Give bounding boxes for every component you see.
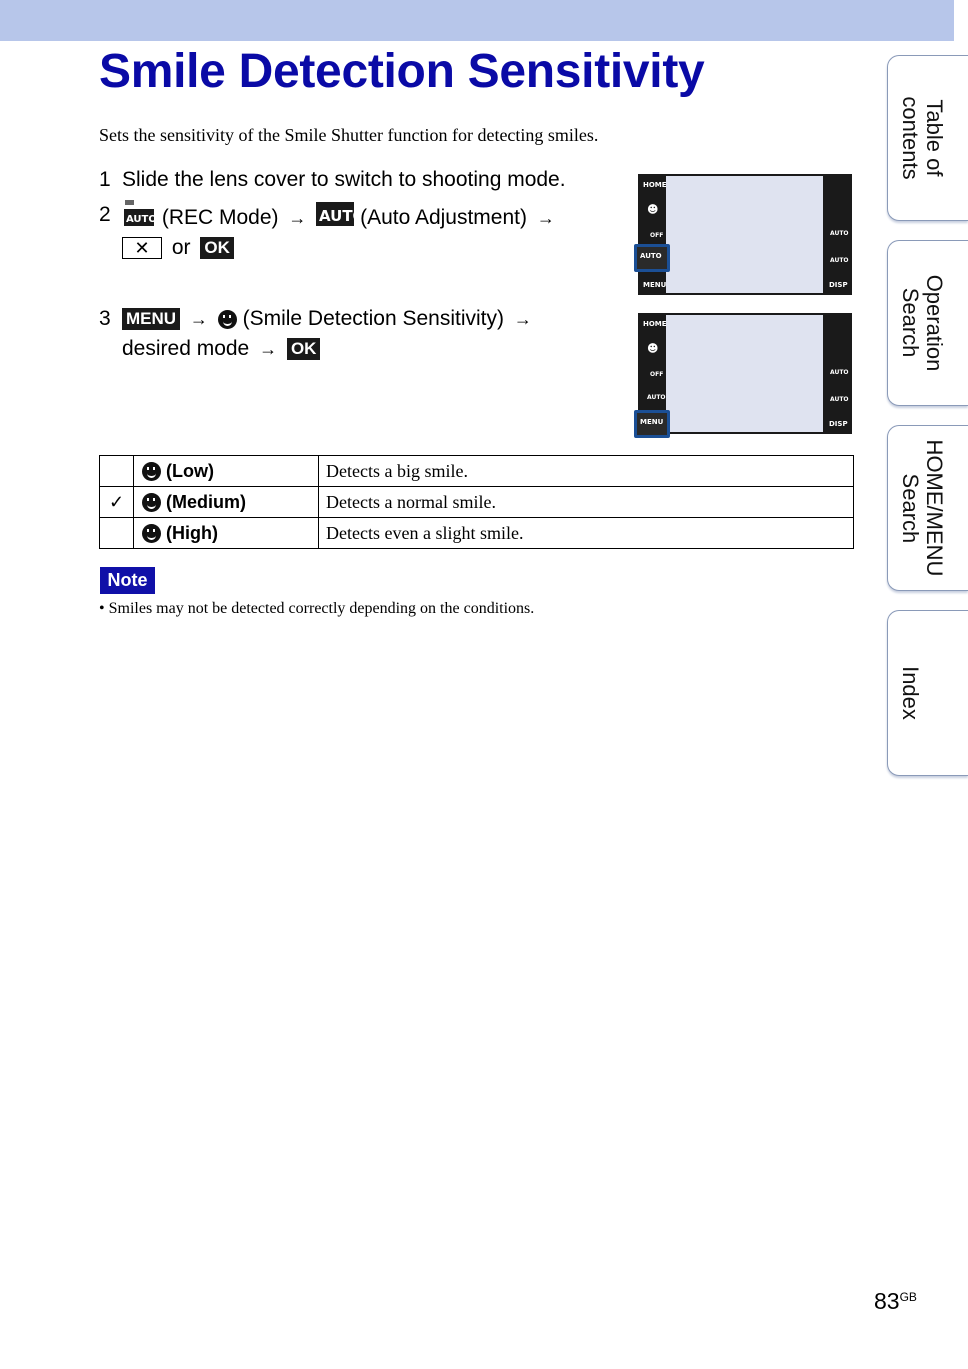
tab-index[interactable] — [887, 610, 968, 776]
default-check-cell — [100, 518, 134, 549]
smile-icon: ☻ — [647, 342, 659, 355]
macro-auto-icon: AUTO — [830, 257, 849, 264]
tab-label: Index — [898, 666, 923, 720]
svg-text:AUTO: AUTO — [126, 214, 157, 225]
rec-mode-label: (REC Mode) — [161, 206, 279, 230]
ok-button-icon: OK — [287, 338, 321, 360]
home-label: HOME — [643, 320, 667, 328]
smile-sensitivity-label: (Smile Detection Sensitivity) — [242, 307, 505, 330]
ok-button-icon: OK — [200, 237, 234, 259]
lcd-display — [666, 176, 823, 293]
tab-label: Operation Search — [898, 274, 947, 372]
note-text: • Smiles may not be detected correctly depending on the conditions. — [99, 600, 535, 617]
table-row — [100, 456, 854, 487]
arrow-icon: → — [288, 208, 307, 229]
menu-button-icon: MENU — [122, 308, 180, 330]
tab-label: HOME/MENU Search — [898, 439, 947, 577]
smile-off-icon: OFF — [650, 371, 664, 378]
home-label: HOME — [643, 181, 667, 189]
step-number: 3 — [99, 307, 111, 330]
arrow-icon: → — [259, 339, 278, 359]
tab-operation-search[interactable] — [887, 240, 968, 406]
step-number: 1 — [99, 168, 111, 191]
desc-cell: Detects even a slight smile. — [319, 518, 854, 549]
arrow-icon: → — [189, 309, 208, 329]
menu-label: MENU — [643, 281, 667, 289]
note-badge: Note — [100, 567, 155, 594]
or-label: or — [171, 236, 191, 259]
desc-cell: Detects a big smile. — [319, 456, 854, 487]
desc-cell: Detects a normal smile. — [319, 487, 854, 518]
camera-screen-2 — [638, 313, 852, 434]
default-check-icon: ✓ — [100, 487, 134, 518]
menu-highlight: MENU — [634, 410, 670, 438]
smile-icon: ☻ — [647, 203, 659, 216]
auto-adjustment-label: (Auto Adjustment) — [360, 206, 527, 230]
close-x-icon: ✕ — [122, 237, 162, 259]
smile-off-icon: OFF — [650, 232, 664, 239]
smile-low-icon — [142, 462, 161, 481]
tab-home-menu-search[interactable] — [887, 425, 968, 591]
disp-label: DISP — [829, 281, 848, 289]
table-row — [100, 487, 854, 518]
step-text: Slide the lens cover to switch to shooting mode. — [122, 168, 566, 191]
svg-text:AUTO: AUTO — [319, 207, 366, 225]
mode-cell: (Medium) — [134, 487, 319, 518]
camera-screen-1 — [638, 174, 852, 295]
page-number: $83^{GB}$ — [874, 1288, 917, 1314]
arrow-icon: → — [513, 309, 532, 329]
rec-mode-highlight: AUTO — [634, 244, 670, 272]
default-check-cell — [100, 456, 134, 487]
lcd-display — [666, 315, 823, 432]
desired-mode-label: desired mode — [122, 337, 250, 360]
flash-auto-icon: AUTO — [830, 369, 849, 376]
step-3-line-2 — [122, 334, 320, 364]
smile-medium-icon — [142, 493, 161, 512]
tab-table-of-contents[interactable] — [887, 55, 968, 221]
rec-mode-camera-icon — [122, 200, 156, 237]
macro-auto-icon: AUTO — [830, 396, 849, 403]
intro-text: Sets the sensitivity of the Smile Shutter function for detecting smiles. — [99, 125, 599, 145]
auto-mode-icon — [316, 201, 366, 236]
page-title: Smile Detection Sensitivity — [99, 45, 705, 98]
top-banner — [0, 0, 954, 41]
step-body — [122, 304, 536, 334]
step-body — [122, 200, 559, 237]
flash-auto-icon: AUTO — [830, 230, 849, 237]
sensitivity-table — [99, 455, 854, 549]
tab-label: Table of contents — [898, 96, 947, 180]
smile-high-icon — [142, 524, 161, 543]
smile-icon — [218, 310, 237, 329]
table-row — [100, 518, 854, 549]
rec-mode-icon: AUTO — [647, 394, 666, 401]
arrow-icon: → — [536, 208, 555, 229]
mode-cell: (Low) — [134, 456, 319, 487]
step-2-line-2 — [122, 233, 234, 263]
disp-label: DISP — [829, 420, 848, 428]
step-number: 2 — [99, 203, 111, 226]
mode-cell: (High) — [134, 518, 319, 549]
